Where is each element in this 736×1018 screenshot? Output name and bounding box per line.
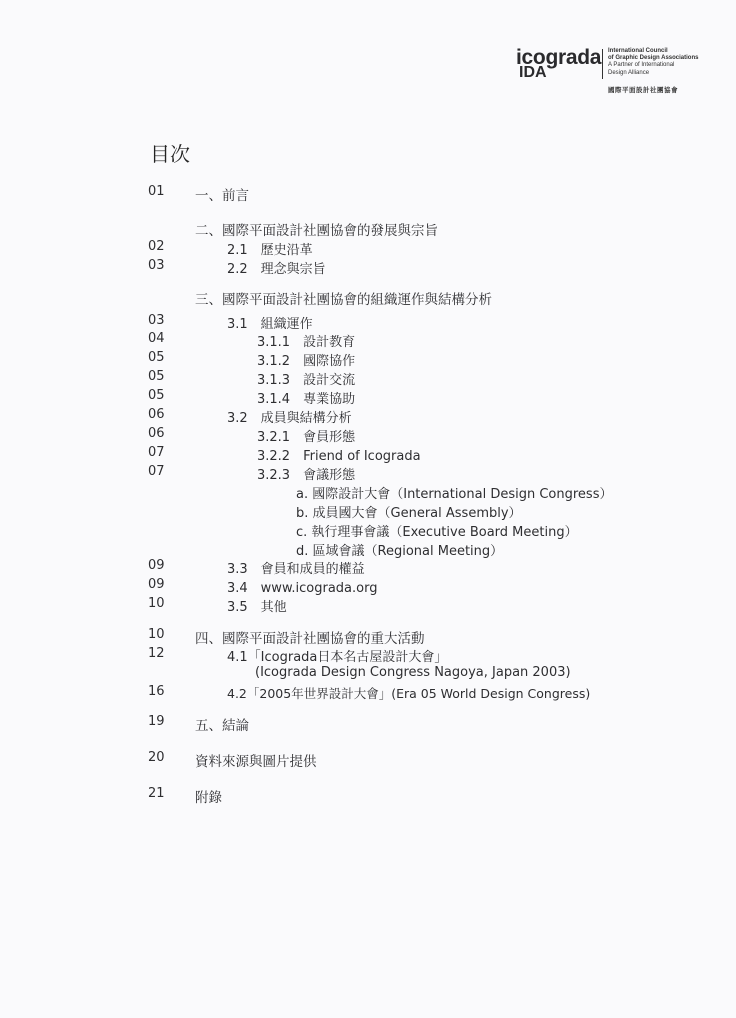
- toc-entry-text: 3.1.3 設計交流: [257, 373, 356, 388]
- toc-page-number: 02: [148, 239, 165, 254]
- toc-page-number: 10: [148, 596, 165, 611]
- toc-entry: [0, 288, 736, 308]
- toc-entry-text: 4.2「2005年世界設計大會」(Era 05 World Design Congress): [227, 686, 591, 701]
- toc-page-number: 20: [148, 750, 165, 765]
- toc-page-number: 07: [148, 445, 165, 460]
- toc-page-number: 19: [148, 714, 165, 729]
- toc-entry-text: 3.5 其他: [227, 600, 287, 615]
- logo-chinese-name: 國際平面設計社團協會: [608, 86, 678, 94]
- tagline-line: Design Alliance: [608, 69, 650, 76]
- toc-entry: [0, 540, 736, 560]
- toc-entry-text: 2.2 理念與宗旨: [227, 262, 326, 277]
- toc-page-number: 07: [148, 464, 165, 479]
- toc-entry-text: 四、國際平面設計社團協會的重大活動: [195, 631, 425, 647]
- toc-entry-text: 3.2 成員與結構分析: [227, 411, 352, 426]
- toc-entry: [0, 258, 736, 278]
- toc-entry-text: 4.1「Icograda日本名古屋設計大會」: [227, 650, 448, 665]
- toc-entry: [0, 219, 736, 239]
- toc-page-number: 06: [148, 426, 165, 441]
- toc-entry-text: 3.1.1 設計教育: [257, 335, 356, 350]
- toc-entry: [0, 665, 736, 685]
- toc-entry-text: 五、結論: [195, 718, 249, 734]
- toc-entry-text: 3.1.4 專業協助: [257, 392, 356, 407]
- toc-entry: [0, 750, 736, 770]
- toc-entry: [0, 184, 736, 204]
- toc-page-number: 16: [148, 684, 165, 699]
- toc-page-number: 21: [148, 786, 165, 801]
- toc-entry: [0, 445, 736, 465]
- toc-page-number: 06: [148, 407, 165, 422]
- toc-entry: [0, 558, 736, 578]
- toc-entry-text: c. 執行理事會議（Executive Board Meeting）: [296, 525, 578, 540]
- toc-page-number: 09: [148, 558, 165, 573]
- toc-entry-text: 2.1 歷史沿革: [227, 243, 313, 258]
- toc-entry: [0, 646, 736, 666]
- toc-entry: [0, 464, 736, 484]
- logo-divider: [602, 49, 603, 79]
- toc-entry-text: (Icograda Design Congress Nagoya, Japan 2003): [255, 665, 571, 680]
- toc-page-number: 01: [148, 184, 165, 199]
- toc-entry: [0, 388, 736, 408]
- toc-entry: [0, 350, 736, 370]
- toc-entry: [0, 684, 736, 704]
- toc-page-number: 05: [148, 350, 165, 365]
- toc-entry: [0, 426, 736, 446]
- toc-entry: [0, 483, 736, 503]
- toc-page-number: 10: [148, 627, 165, 642]
- toc-entry: [0, 313, 736, 333]
- toc-page-number: 12: [148, 646, 165, 661]
- icograda-logo: [516, 47, 716, 127]
- toc-entry-text: 3.1 組織運作: [227, 317, 313, 332]
- logo-wordmark: icograda: [516, 46, 602, 69]
- toc-entry: [0, 502, 736, 522]
- toc-entry: [0, 407, 736, 427]
- toc-entry: [0, 786, 736, 806]
- toc-entry-text: 3.2.2 Friend of Icograda: [257, 449, 421, 464]
- toc-entry-text: 一、前言: [195, 188, 249, 204]
- toc-entry-text: 資料來源與圖片提供: [195, 754, 317, 770]
- toc-entry-text: 三、國際平面設計社團協會的組織運作與結構分析: [195, 292, 492, 308]
- toc-entry: [0, 627, 736, 647]
- tagline-line: A Partner of International: [608, 62, 675, 69]
- tagline-line: of Graphic Design Associations: [608, 55, 699, 62]
- toc-entry-text: 3.2.1 會員形態: [257, 430, 356, 445]
- toc-page-number: 04: [148, 331, 165, 346]
- toc-page-number: 05: [148, 388, 165, 403]
- logo-tagline: [608, 48, 698, 77]
- toc-entry: [0, 331, 736, 351]
- toc-entry-text: 3.3 會員和成員的權益: [227, 562, 365, 577]
- tagline-line: International Council: [608, 48, 668, 54]
- toc-entry: [0, 239, 736, 259]
- toc-entry-text: 二、國際平面設計社團協會的發展與宗旨: [195, 223, 438, 239]
- toc-entry-text: 3.1.2 國際協作: [257, 354, 356, 369]
- toc-page-number: 03: [148, 313, 165, 328]
- toc-page-number: 05: [148, 369, 165, 384]
- toc-entry: [0, 714, 736, 734]
- page-title: 目次: [150, 142, 190, 166]
- toc-page-number: 03: [148, 258, 165, 273]
- logo-subtext: IDA: [519, 64, 547, 81]
- toc-entry-text: 3.4 www.icograda.org: [227, 581, 378, 596]
- toc-entry: [0, 521, 736, 541]
- toc-entry-text: b. 成員國大會（General Assembly）: [296, 506, 522, 521]
- toc-entry: [0, 577, 736, 597]
- toc-entry-text: d. 區域會議（Regional Meeting）: [296, 544, 504, 559]
- toc-entry: [0, 596, 736, 616]
- toc-entry-text: 附錄: [195, 790, 222, 806]
- toc-entry-text: 3.2.3 會議形態: [257, 468, 356, 483]
- toc-entry-text: a. 國際設計大會（International Design Congress）: [296, 487, 613, 502]
- toc-entry: [0, 369, 736, 389]
- toc-page-number: 09: [148, 577, 165, 592]
